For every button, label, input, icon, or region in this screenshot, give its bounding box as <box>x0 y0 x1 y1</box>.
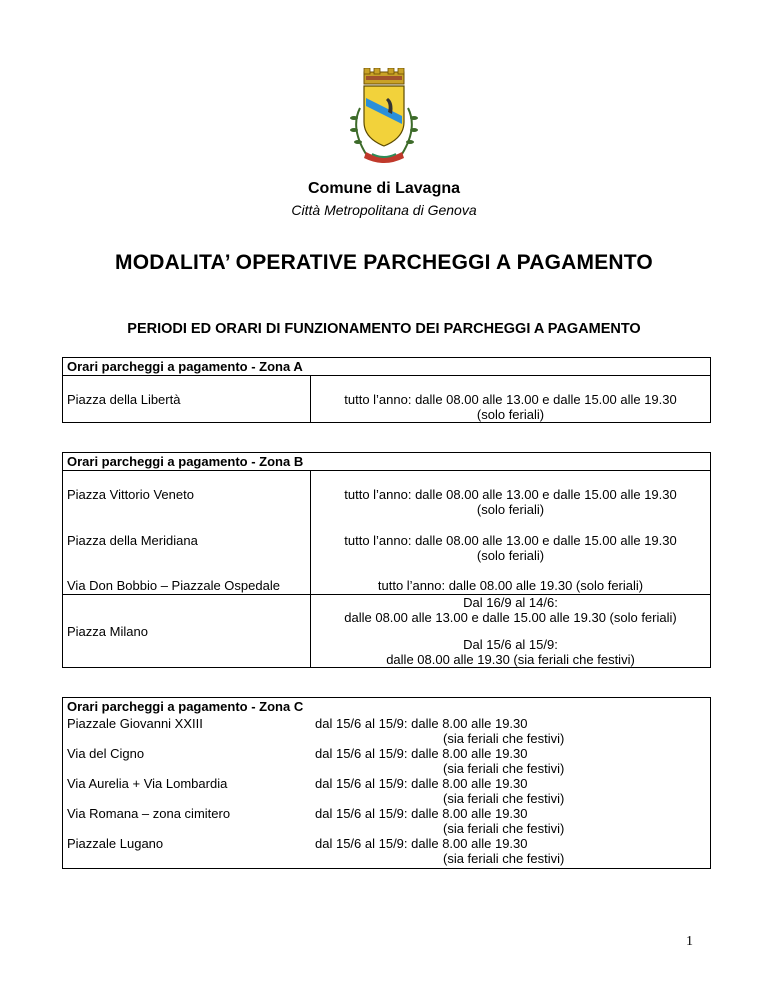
zone-b-hours: Dal 15/6 al 15/9: <box>463 637 558 652</box>
zone-c-place: Piazzale Giovanni XXIII <box>67 716 203 731</box>
document-title: MODALITA’ OPERATIVE PARCHEGGI A PAGAMENTO <box>115 251 653 274</box>
zone-c-hours: dal 15/6 al 15/9: dalle 8.00 alle 19.30 <box>315 836 528 851</box>
zone-c-hours-note: (sia feriali che festivi) <box>443 791 565 806</box>
zone-b-hours-note: (solo feriali) <box>476 548 545 563</box>
zone-c-hours: dal 15/6 al 15/9: dalle 8.00 alle 19.30 <box>315 776 528 791</box>
zone-c-place: Via Romana – zona cimitero <box>67 806 231 821</box>
zone-b-hours: tutto l’anno: dalle 08.00 alle 13.00 e dalle 15.00 alle 19.30 <box>344 533 677 548</box>
zone-b-hours: Dal 16/9 al 14/6: <box>463 595 558 610</box>
zone-b-header: Orari parcheggi a pagamento - Zona B <box>63 453 710 471</box>
zone-b-place: Via Don Bobbio – Piazzale Ospedale <box>67 578 280 593</box>
zone-a-hours-note: (solo feriali) <box>476 407 545 422</box>
zone-b-place: Piazza della Meridiana <box>67 533 198 548</box>
zone-b-place: Piazza Milano <box>67 624 148 639</box>
zone-b-place: Piazza Vittorio Veneto <box>67 487 194 502</box>
row-divider <box>63 594 310 595</box>
zone-c-hours: dal 15/6 al 15/9: dalle 8.00 alle 19.30 <box>315 716 528 731</box>
zone-c-hours-note: (sia feriali che festivi) <box>443 821 565 836</box>
zone-b-hours: tutto l’anno: dalle 08.00 alle 19.30 (solo feriali) <box>377 578 644 593</box>
org-subtitle: Città Metropolitana di Genova <box>291 202 477 218</box>
zone-c-place: Via Aurelia + Via Lombardia <box>67 776 228 791</box>
zone-b-hours: dalle 08.00 alle 19.30 (sia feriali che festivi) <box>386 652 635 667</box>
zone-a-table <box>62 357 711 423</box>
org-name: Comune di Lavagna <box>307 180 461 197</box>
zone-b-hours-note: (solo feriali) <box>476 502 545 517</box>
zone-a-hours: tutto l’anno: dalle 08.00 alle 13.00 e dalle 15.00 alle 19.30 <box>344 392 677 407</box>
zone-c-hours-note: (sia feriali che festivi) <box>443 731 565 746</box>
zone-c-place: Piazzale Lugano <box>67 836 164 851</box>
zone-c-hours: dal 15/6 al 15/9: dalle 8.00 alle 19.30 <box>315 746 528 761</box>
zone-c-hours-note: (sia feriali che festivi) <box>443 761 565 776</box>
zone-c-header: Orari parcheggi a pagamento - Zona C <box>67 699 304 714</box>
section-title: PERIODI ED ORARI DI FUNZIONAMENTO DEI PARCHEGGI A PAGAMENTO <box>127 321 641 337</box>
zone-c-hours-note: (sia feriali che festivi) <box>443 851 565 866</box>
page-number: 1 <box>686 934 693 949</box>
zone-a-place: Piazza della Libertà <box>67 392 181 407</box>
zone-b-hours: dalle 08.00 alle 13.00 e dalle 15.00 alle 19.30 (solo feriali) <box>344 610 677 625</box>
municipal-crest-icon <box>342 68 426 168</box>
zone-a-header: Orari parcheggi a pagamento - Zona A <box>63 358 710 376</box>
zone-b-hours: tutto l’anno: dalle 08.00 alle 13.00 e dalle 15.00 alle 19.30 <box>344 487 677 502</box>
zone-c-place: Via del Cigno <box>67 746 145 761</box>
zone-b-table <box>62 452 711 668</box>
zone-c-table <box>62 697 711 869</box>
zone-c-hours: dal 15/6 al 15/9: dalle 8.00 alle 19.30 <box>315 806 528 821</box>
